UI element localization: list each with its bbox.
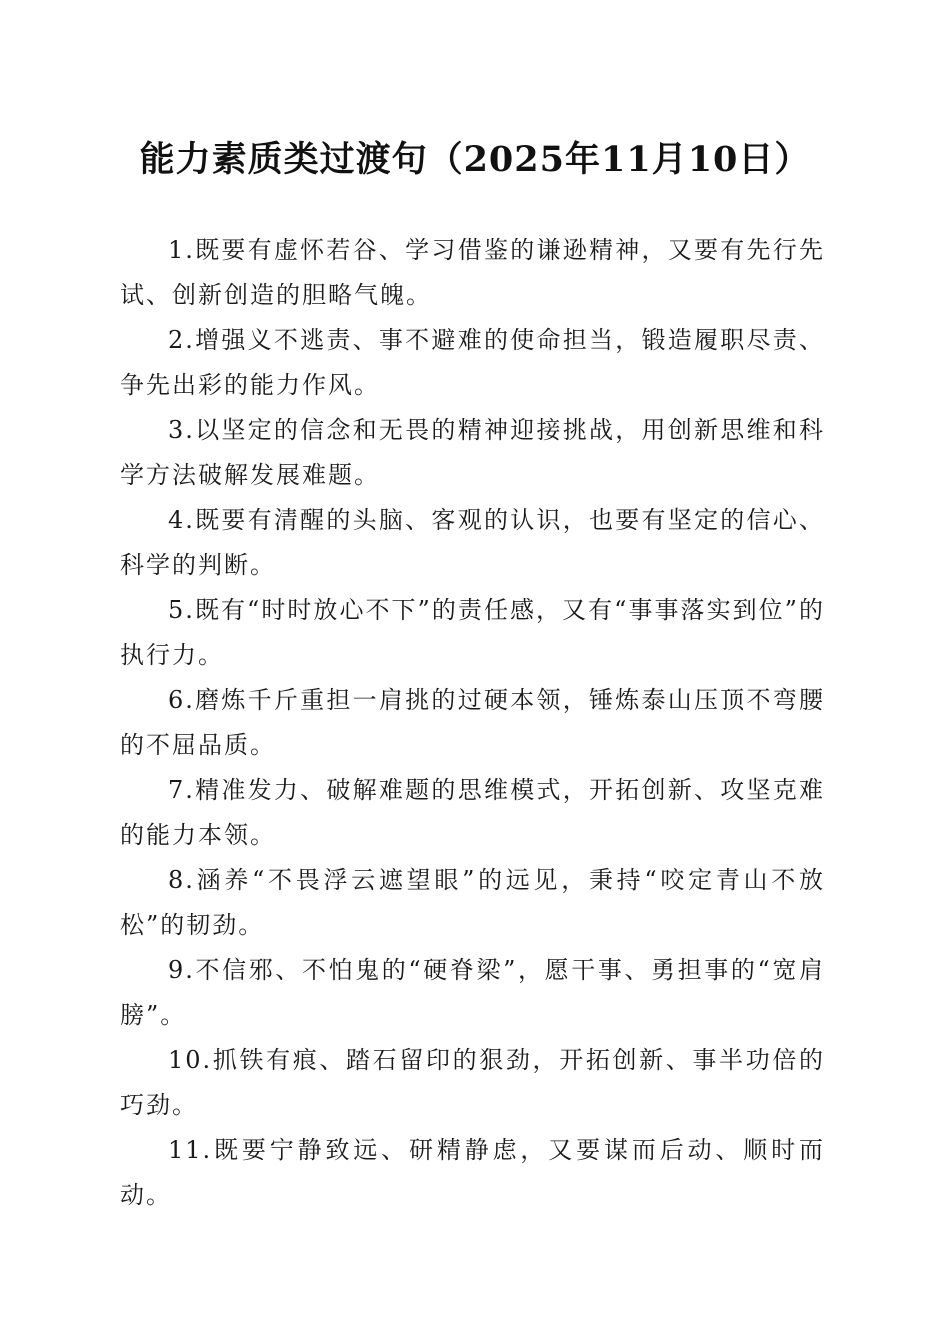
paragraph-8: 8.涵养“不畏浮云遮望眼”的远见，秉持“咬定青山不放松”的韧劲。: [120, 866, 825, 939]
paragraph-11: 11.既要宁静致远、研精静虑，又要谋而后动、顺时而动。: [120, 1136, 825, 1209]
document-title: 能力素质类过渡句（2025年11月10日）: [139, 139, 811, 180]
paragraph-5: 5.既有“时时放心不下”的责任感，又有“事事落实到位”的执行力。: [120, 596, 825, 669]
paragraph-4: 4.既要有清醒的头脑、客观的认识，也要有坚定的信心、科学的判断。: [120, 506, 825, 579]
paragraph-10: 10.抓铁有痕、踏石留印的狠劲，开拓创新、事半功倍的巧劲。: [120, 1046, 825, 1119]
paragraph-9: 9.不信邪、不怕鬼的“硬脊梁”，愿干事、勇担事的“宽肩膀”。: [120, 956, 825, 1029]
document-body: [120, 228, 825, 1218]
paragraph-2: 2.增强义不逃责、事不避难的使命担当，锻造履职尽责、争先出彩的能力作风。: [120, 326, 825, 399]
paragraph-1: 1.既要有虚怀若谷、学习借鉴的谦逊精神，又要有先行先试、创新创造的胆略气魄。: [120, 236, 825, 309]
paragraph-3: 3.以坚定的信念和无畏的精神迎接挑战，用创新思维和科学方法破解发展难题。: [120, 416, 825, 489]
paragraph-7: 7.精准发力、破解难题的思维模式，开拓创新、攻坚克难的能力本领。: [120, 776, 825, 849]
paragraph-6: 6.磨炼千斤重担一肩挑的过硬本领，锤炼泰山压顶不弯腰的不屈品质。: [120, 686, 825, 759]
